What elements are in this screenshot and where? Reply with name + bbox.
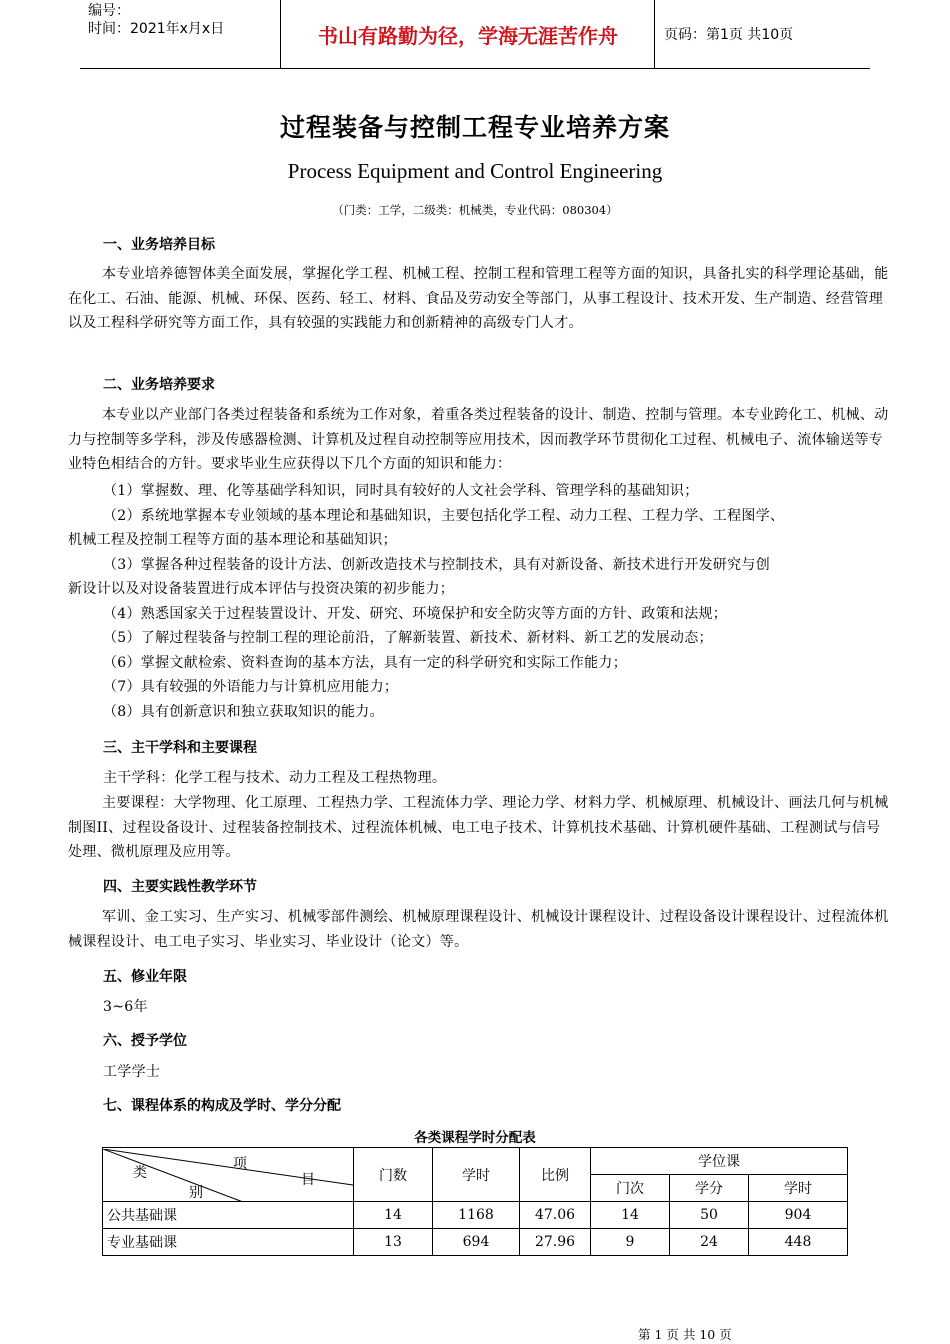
header-cell: 比例 [520,1148,591,1202]
row-name: 专业基础课 [103,1229,354,1256]
section-heading: 二、业务培养要求 [103,377,215,393]
header-divider [654,0,655,68]
cell: 694 [433,1229,520,1256]
cell: 448 [749,1229,848,1256]
cell: 1168 [433,1202,520,1229]
section-heading: 四、主要实践性教学环节 [103,879,257,895]
header-divider [280,0,281,68]
header-cell: 门次 [591,1175,670,1202]
cell: 14 [354,1202,433,1229]
requirement-item: 新设计以及对设备装置进行成本评估与投资决策的初步能力； [68,581,455,597]
header-motto: 书山有路勤为径，学海无涯苦作舟 [318,24,618,48]
header-cell: 学时 [433,1148,520,1202]
corner-label: 别 [189,1184,203,1201]
requirement-item: （7）具有较强的外语能力与计算机应用能力； [103,679,399,695]
section-body: 主要课程：大学物理、化工原理、工程热力学、工程流体力学、理论力学、材料力学、机械原理、机械设计、画法几何与机械制图II、过程设备设计、过程装备控制技术、过程流体机械、电工电子技术、计算机技术基础、计算机硬件基础、工程测试与信号处理、微机原理及应用等。 [68,795,889,860]
cell: 904 [749,1202,848,1229]
credit-hour-table [102,1147,848,1256]
section-heading: 六、授予学位 [103,1033,187,1049]
cell: 47.06 [520,1202,591,1229]
cell: 50 [670,1202,749,1229]
requirement-item: 机械工程及控制工程等方面的基本理论和基础知识； [68,532,397,548]
section-heading: 一、业务培养目标 [103,237,215,253]
cell: 27.96 [520,1229,591,1256]
table-caption: 各类课程学时分配表 [414,1130,536,1146]
header-cell: 学位课 [591,1148,848,1175]
header-page-info: 页码：第1页 共10页 [664,27,794,43]
header-cell: 门数 [354,1148,433,1202]
section-heading: 三、主干学科和主要课程 [103,740,257,756]
date-label: 时间：2021年x月x日 [88,21,225,37]
requirement-item: （1）掌握数、理、化等基础学科知识，同时具有较好的人文社会学科、管理学科的基础知识； [103,483,699,499]
page-header [80,0,870,69]
cell: 14 [591,1202,670,1229]
corner-label: 项 [233,1155,247,1172]
number-label: 编号： [88,3,130,19]
document-meta: （门类：工学，二级类：机械类，专业代码：080304） [332,203,618,217]
cell: 13 [354,1229,433,1256]
requirement-item: （6）掌握文献检索、资料查询的基本方法，具有一定的科学研究和实际工作能力； [103,655,628,671]
requirement-item: （8）具有创新意识和独立获取知识的能力。 [103,704,384,720]
main-discipline: 主干学科：化学工程与技术、动力工程及工程热物理。 [103,770,447,786]
requirement-item: （5）了解过程装备与控制工程的理论前沿，了解新装置、新技术、新材料、新工艺的发展动态； [103,630,713,646]
document-title: 过程装备与控制工程专业培养方案 [279,113,670,142]
corner-label: 类 [133,1164,147,1181]
cell: 9 [591,1229,670,1256]
requirement-item: （2）系统地掌握本专业领域的基本理论和基础知识，主要包括化学工程、动力工程、工程力学、工程图学、 [103,508,785,524]
corner-label: 目 [301,1171,315,1188]
study-years: 3~6年 [103,999,148,1015]
requirement-item: （3）掌握各种过程装备的设计方法、创新改造技术与控制技术，具有对新设备、新技术进行开发研究与创 [103,557,771,573]
row-name: 公共基础课 [103,1202,354,1229]
corner-header-cell [103,1148,354,1202]
page-footer: 第 1 页 共 10 页 [638,1327,732,1342]
requirement-item: （4）熟悉国家关于过程装置设计、开发、研究、环境保护和安全防灾等方面的方针、政策和法规； [103,606,728,622]
table-row [103,1202,848,1229]
document-subtitle: Process Equipment and Control Engineering [287,159,663,183]
header-cell: 学时 [749,1175,848,1202]
section-body: 本专业培养德智体美全面发展，掌握化学工程、机械工程、控制工程和管理工程等方面的知识，具备扎实的科学理论基础，能在化工、石油、能源、机械、环保、医药、轻工、材料、食品及劳动安全等部门，从事工程设计、技术开发、生产制造、经营管理以及工程科学研究等方面工作，具有较强的实践能力和创新精神的高级专门人才。 [68,266,889,331]
header-cell: 学分 [670,1175,749,1202]
section-body: 军训、金工实习、生产实习、机械零部件测绘、机械原理课程设计、机械设计课程设计、过程设备设计课程设计、过程流体机械课程设计、电工电子实习、毕业实习、毕业设计（论文）等。 [68,909,889,950]
section-heading: 五、修业年限 [103,969,187,985]
section-heading: 七、课程体系的构成及学时、学分分配 [103,1098,341,1114]
header-info [88,2,278,38]
section-body: 本专业以产业部门各类过程装备和系统为工作对象，着重各类过程装备的设计、制造、控制与管理。本专业跨化工、机械、动力与控制等多学科，涉及传感器检测、计算机及过程自动控制等应用技术，因而教学环节贯彻化工过程、机械电子、流体输送等专业特色相结合的方针。要求毕业生应获得以下几个方面的知识和能力： [68,407,889,472]
table-row [103,1229,848,1256]
cell: 24 [670,1229,749,1256]
degree-awarded: 工学学士 [103,1064,161,1080]
